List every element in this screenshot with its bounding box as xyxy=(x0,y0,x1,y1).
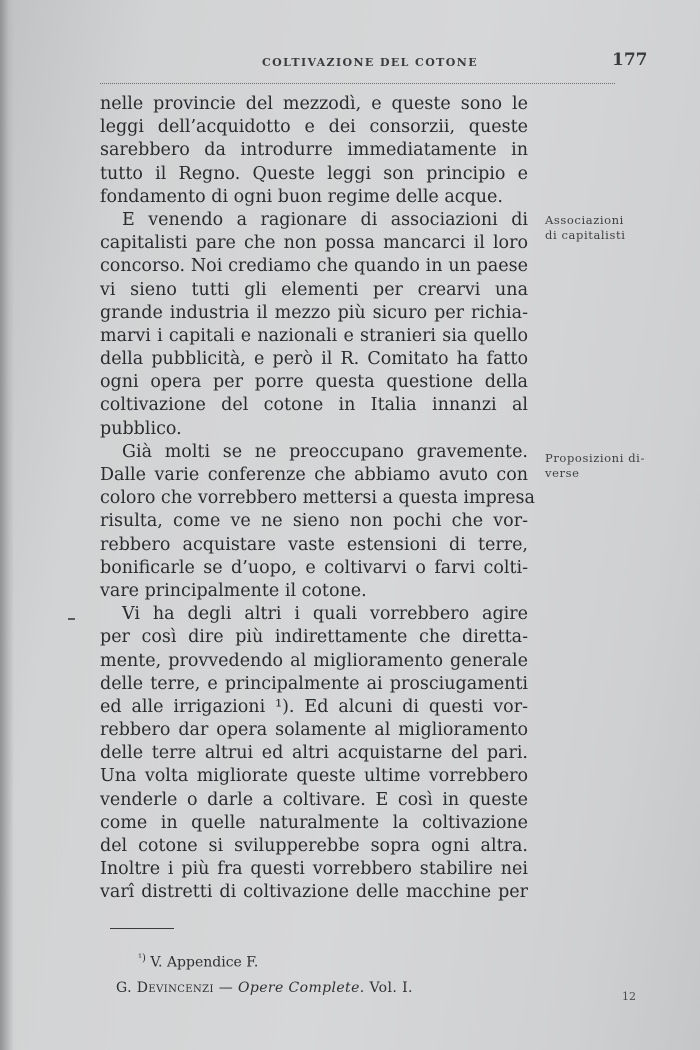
margin-mark xyxy=(68,618,75,620)
text-line: pubblico. xyxy=(100,418,182,439)
text-line: coltivazione del cotone in Italia innanzi al xyxy=(100,395,528,416)
text-line: Dalle varie conferenze che abbiamo avuto con xyxy=(100,465,528,485)
text-line: rebbero dar opera solamente al miglioramento xyxy=(100,720,528,741)
text-line: risulta, come ve ne sieno non pochi che vor- xyxy=(100,511,528,532)
text-line: varî distretti di coltivazione delle macchine per xyxy=(100,882,528,903)
footnote-text: V. Appendice F. xyxy=(150,954,259,971)
text-line: concorso. Noi crediamo che quando in un paese xyxy=(100,256,528,277)
text-line: tutto il Regno. Queste leggi son principio e xyxy=(100,163,528,184)
running-title: COLTIVAZIONE DEL COTONE xyxy=(262,56,478,69)
marginal-note-associazioni xyxy=(545,213,685,243)
text-line: del cotone si svilupperebbe sopra ogni altra. xyxy=(100,836,528,856)
footnote xyxy=(138,953,258,971)
text-line: rebbero acquistare vaste estensioni di terre, xyxy=(100,534,528,555)
footnote-marker: ¹) xyxy=(138,953,146,964)
sheet-signature-mark: 12 xyxy=(622,990,636,1003)
book-signature-line xyxy=(116,980,413,996)
text-line: capitalisti pare che non possa mancarci il loro xyxy=(100,233,528,254)
work-title: Opere Complete. xyxy=(237,980,365,996)
text-line: Inoltre i più fra questi vorrebbero stabilire nei xyxy=(100,859,528,880)
text-line: coloro che vorrebbero mettersi a questa impresa xyxy=(100,488,535,509)
text-line: delle terre altrui ed altri acquistarne del pari. xyxy=(100,743,528,764)
text-line: marvi i capitali e nazionali e stranieri sia quello xyxy=(100,325,528,346)
marginal-note-proposizioni xyxy=(545,451,685,481)
marginal-line: verse xyxy=(545,466,580,480)
marginal-line: di capitalisti xyxy=(545,228,626,242)
text-line: grande industria il mezzo più sicuro per richia- xyxy=(100,302,528,323)
text-line: ed alle irrigazioni ¹). Ed alcuni di questi vor- xyxy=(100,696,528,717)
text-line: delle terre, e principalmente ai prosciugamenti xyxy=(100,673,528,694)
text-line: E venendo a ragionare di associazioni di xyxy=(122,209,528,230)
footnote-rule xyxy=(110,928,174,929)
text-line: fondamento di ogni buon regime delle acque. xyxy=(100,186,503,207)
text-line: mente, provvedendo al miglioramento generale xyxy=(100,650,528,671)
text-line: Già molti se ne preoccupano gravemente. xyxy=(122,441,528,462)
text-line: leggi dell’acquidotto e dei consorzii, queste xyxy=(100,117,528,138)
marginal-line: Proposizioni di- xyxy=(545,451,645,465)
text-line: Una volta migliorate queste ultime vorrebbero xyxy=(100,766,528,787)
text-line: vare principalmente il cotone. xyxy=(100,580,367,601)
binding-shadow xyxy=(0,0,14,1050)
text-line: vi sieno tutti gli elementi per crearvi una xyxy=(100,279,528,300)
text-line: ogni opera per porre questa questione della xyxy=(100,372,528,393)
text-line: sarebbero da introdurre immediatamente in xyxy=(100,140,528,161)
volume-label: Vol. I. xyxy=(364,980,413,996)
author-name: G. Devincenzi xyxy=(116,980,214,996)
text-line: come in quelle naturalmente la coltivazione xyxy=(100,812,528,833)
header-rule xyxy=(100,83,615,84)
text-line: della pubblicità, e però il R. Comitato ha fatto xyxy=(100,349,528,370)
text-line: nelle provincie del mezzodì, e queste sono le xyxy=(100,94,528,114)
page-number: 177 xyxy=(612,50,648,70)
signature-separator: — xyxy=(213,980,238,996)
marginal-line: Associazioni xyxy=(545,213,624,227)
text-line: venderle o darle a coltivare. E così in queste xyxy=(100,789,528,810)
text-line: Vi ha degli altri i quali vorrebbero agire xyxy=(122,604,528,625)
text-line: per così dire più indirettamente che diretta- xyxy=(100,627,528,648)
body-text xyxy=(100,93,535,905)
text-line: bonificarle se d’uopo, e coltivarvi o farvi colti- xyxy=(100,557,528,578)
